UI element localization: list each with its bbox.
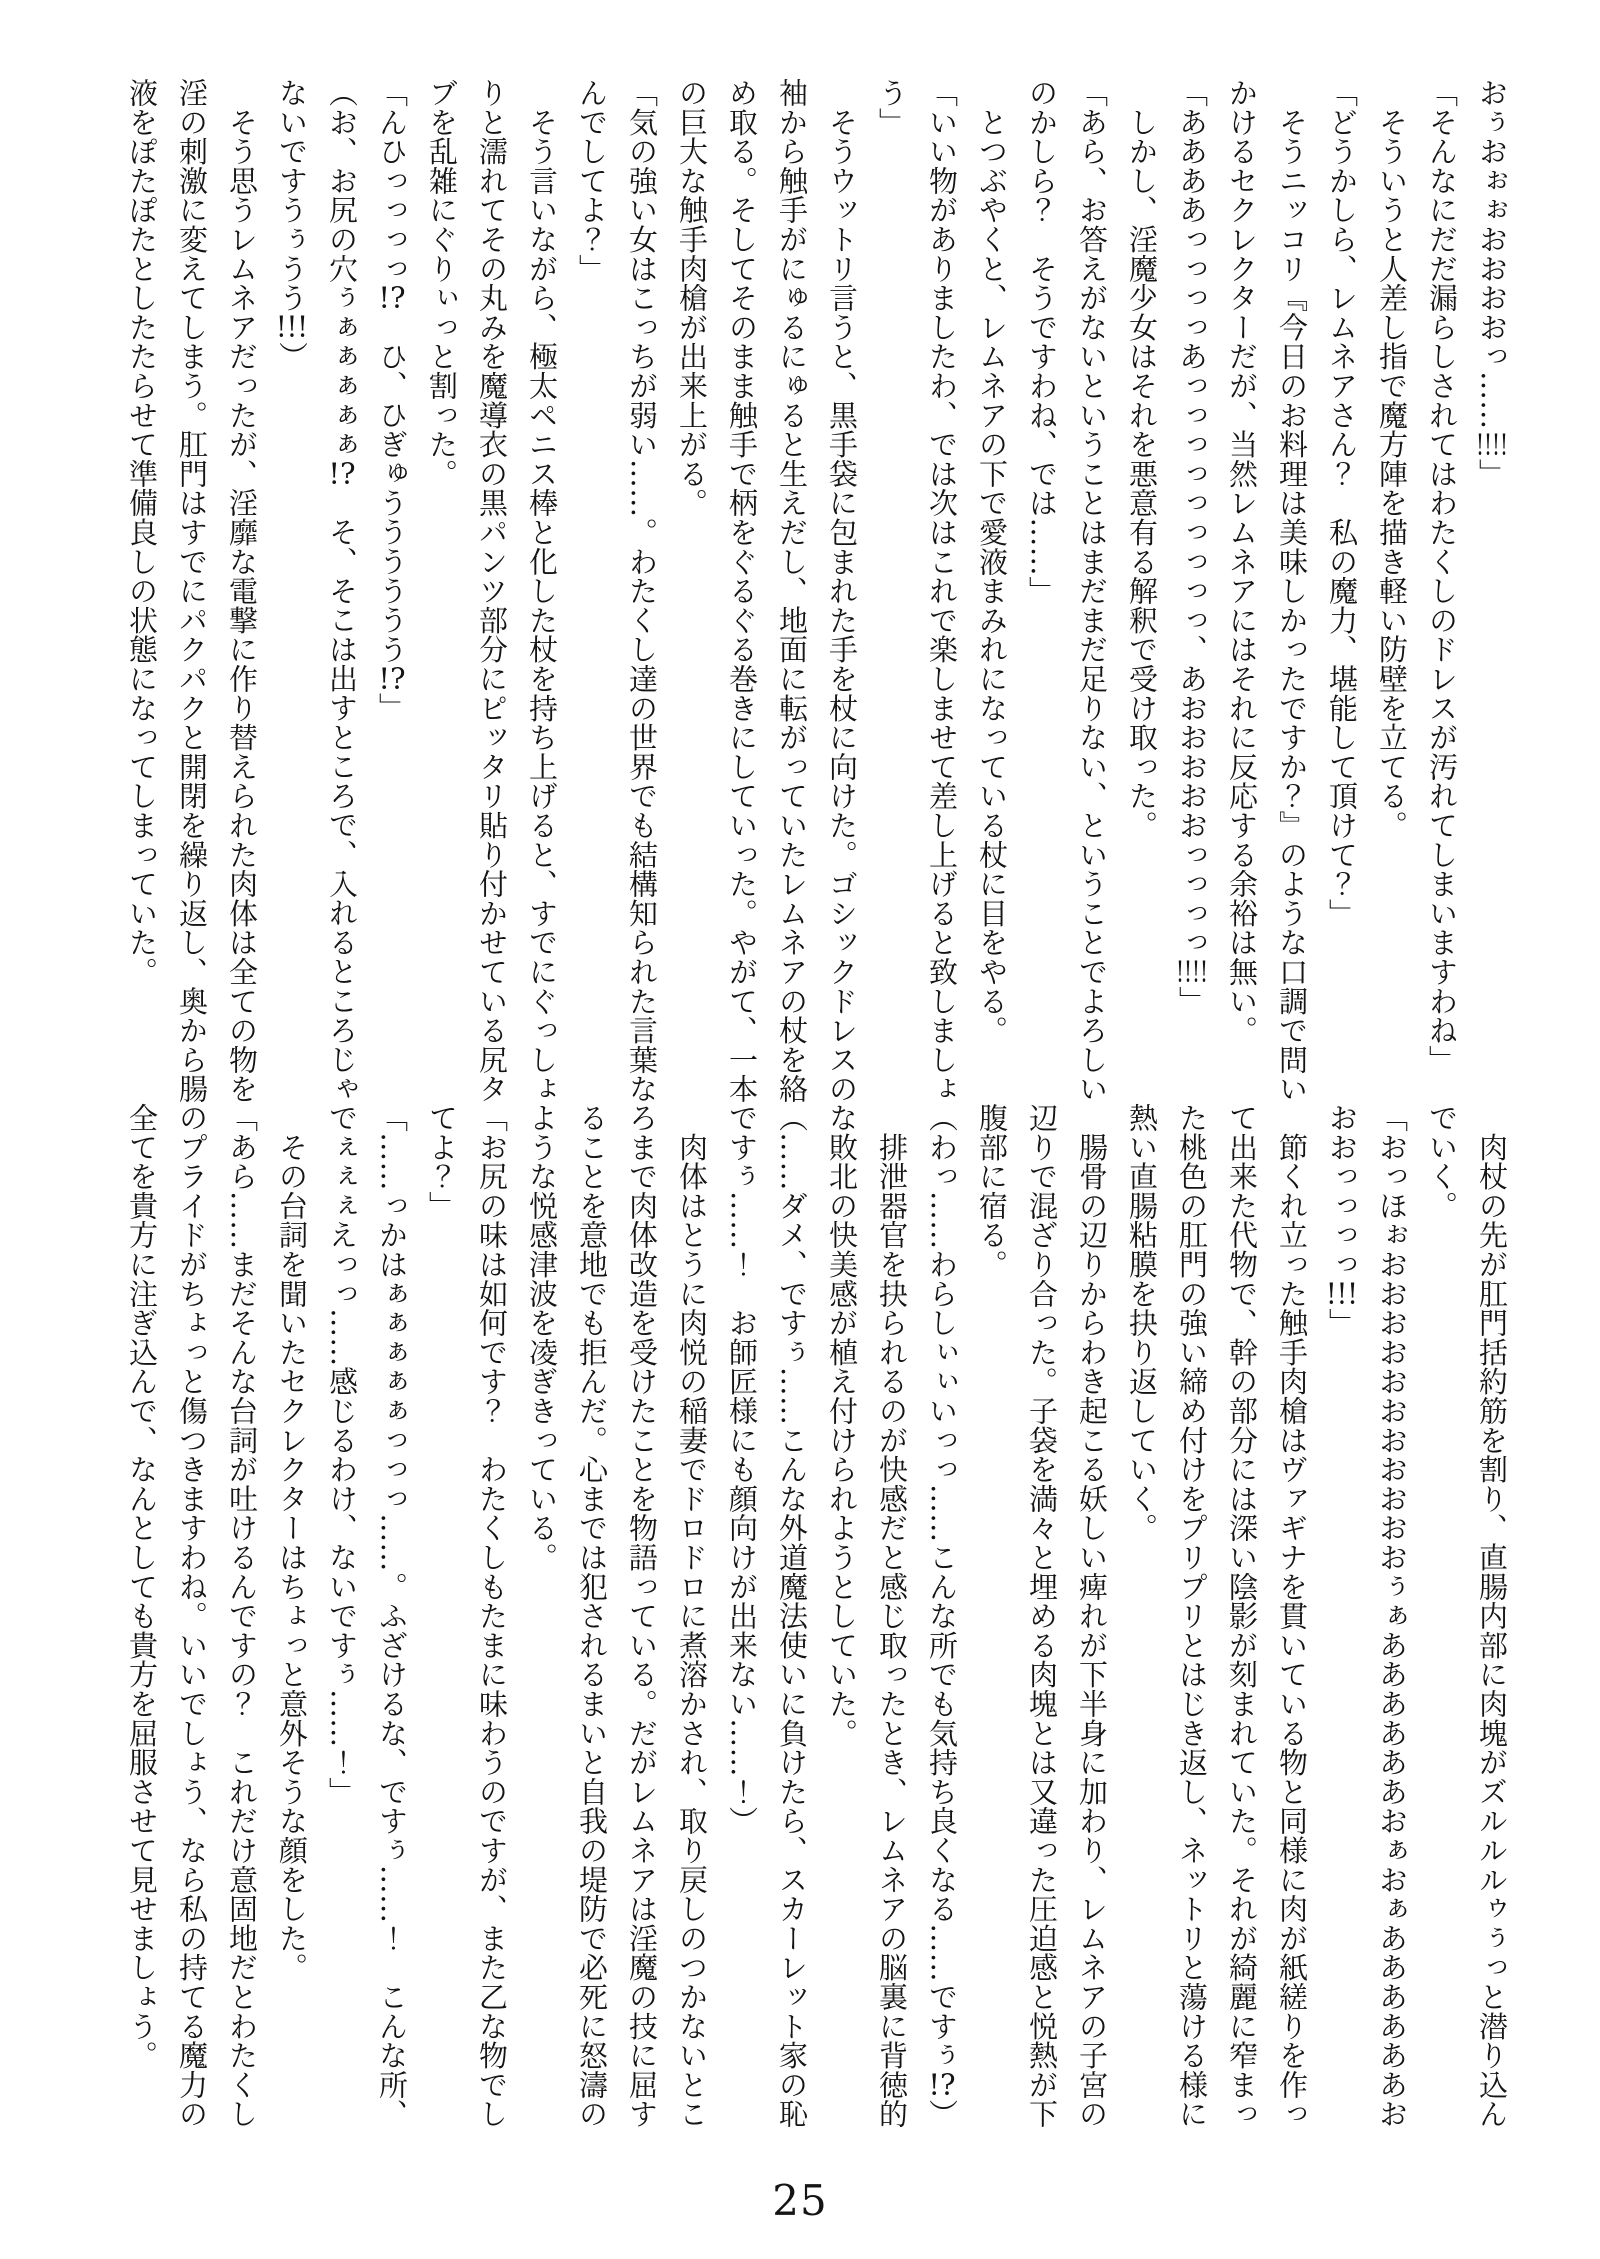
paragraph: とつぶやくと、レムネアの下で愛液まみれになっている杖に目をやる。 xyxy=(975,78,1009,1045)
paragraph: しかし、淫魔少女はそれを悪意有る解釈で受け取った。 xyxy=(1125,78,1159,840)
paragraph: 「あら……まだそんな台詞が吐けるんですの？ これだけ意固地だとわたくしのプライドがちょっと傷つきますわね。いいでしょう、なら私の持てる魔力の全てを貴方に注ぎ込んで、なんとしても貴方を屈服させて見せましょう。 xyxy=(125,1103,259,2129)
paragraph: そういうと人差し指で魔方陣を描き軽い防壁を立てる。 xyxy=(1375,78,1409,840)
paragraph: 「……っかはぁぁぁぁぁっっっ……。ふざけるな、ですぅ……！ こんな所、でぇぇぇえっっ……感じるわけ、ないですぅ……！」 xyxy=(325,1103,409,2129)
paragraph: そうウットリ言うと、黒手袋に包まれた手を杖に向けた。ゴシックドレスの袖から触手がにゅるにゅると生えだし、地面に転がっていたレムネアの杖を絡め取る。そしてそのまま触手で柄をぐるぐる巻きにしていった。やがて、一本の巨大な触手肉槍が出来上がる。 xyxy=(675,78,859,1104)
text-block-bottom xyxy=(117,1103,1517,2133)
paragraph: 「あら、お答えがないということはまだまだ足りない、ということでよろしいのかしら？ そうですわね、では……」 xyxy=(1025,78,1109,1104)
paragraph: 「いい物がありましたわ、では次はこれで楽しませて差し上げると致しましょう」 xyxy=(875,78,959,1104)
paragraph: 「おっほぉおおおおおおおおおおおぅぁああああああおぁおぁああああああおおおっっっっ!!!」 xyxy=(1325,1103,1409,2129)
paragraph: そう言いながら、極太ペニス棒と化した杖を持ち上げると、すでにぐっしょりと濡れてその丸みを魔導衣の黒パンツ部分にピッタリ貼り付かせている尻タブを乱雑にぐりぃっと割った。 xyxy=(425,78,559,1104)
paragraph: そう思うレムネアだったが、淫靡な電撃に作り替えられた肉体は全ての物を淫の刺激に変えてしまう。肛門はすでにパクパクと開閉を繰り返し、奥から腸液をぽたぽたとしたたらせて準備良しの状態になってしまっていた。 xyxy=(125,78,259,1104)
paragraph: そうニッコリ『今日のお料理は美味しかったですか？』のような口調で問いかけるセクレクターだが、当然レムネアにはそれに反応する余裕は無い。 xyxy=(1225,78,1309,1104)
paragraph: 「気の強い女はこっちが弱い……。わたくし達の世界でも結構知られた言葉なんでしてよ？」 xyxy=(575,78,659,1104)
paragraph: 排泄器官を抉られるのが快感だと感じ取ったとき、レムネアの脳裏に背徳的な敗北の快美感が植え付けられようとしていた。 xyxy=(825,1103,909,2129)
page-number: 25 xyxy=(772,2176,828,2225)
paragraph: その台詞を聞いたセクレクターはちょっと意外そうな顔をした。 xyxy=(275,1103,309,1982)
paragraph: 肉体はとうに肉悦の稲妻でドロドロに煮溶かされ、取り戻しのつかないところまで肉体改造を受けたことを物語っている。だがレムネアは淫魔の技に屈することを意地でも拒んだ。心までは犯されるまいと自我の堤防で必死に怒濤のような悦感津波を凌ぎきっている。 xyxy=(525,1103,709,2129)
paragraph: （……ダメ、ですぅ……こんな外道魔法使いに負けたら、スカーレット家の恥ですぅ……！ お師匠様にも顔向けが出来ない……！） xyxy=(725,1103,809,2129)
paragraph: （わっ……わらしぃぃいっっ……こんな所でも気持ち良くなる……ですぅ!?） xyxy=(925,1103,959,2129)
paragraph: 「そんなにだだ漏らしされてはわたくしのドレスが汚れてしまいますわね」 xyxy=(1425,78,1459,1075)
paragraph: おぅおぉぉおおおおっ……!!!!」 xyxy=(1475,78,1509,488)
text-block-top xyxy=(117,78,1517,1108)
paragraph: 節くれ立った触手肉槍はヴァギナを貫いている物と同様に肉が紙縒りを作って出来た代物で、幹の部分には深い陰影が刻まれていた。それが綺麗に窄まった桃色の肛門の強い締め付けをプリプリとはじき返し、ネットリと蕩ける様に熱い直腸粘膜を抉り返していく。 xyxy=(1125,1103,1309,2129)
paragraph: 腸骨の辺りからわき起こる妖しい痺れが下半身に加わり、レムネアの子宮の辺りで混ざり合った。子袋を満々と埋める肉塊とは又違った圧迫感と悦熱が下腹部に宿る。 xyxy=(975,1103,1109,2129)
paragraph: 「んひっっっっ!? ひ、ひぎゅうううううう!?」 xyxy=(375,78,409,723)
paragraph: 肉杖の先が肛門括約筋を割り、直腸内部に肉塊がズルルルゥぅっと潜り込んでいく。 xyxy=(1425,1103,1509,2129)
paragraph: 「どうかしら、レムネアさん？ 私の魔力、堪能して頂けて？」 xyxy=(1325,78,1359,928)
paragraph: 「ああああっっっっあっっっっっっっっっ、あおおおおおっっっっ!!!!」 xyxy=(1175,78,1209,1016)
paragraph: 「お尻の味は如何です？ わたくしもたまに味わうのですが、また乙な物でしてよ？」 xyxy=(425,1103,509,2129)
paragraph: （お、お尻の穴ぅぁぁぁぁぁ!? そ、そこは出すところで、入れるところじゃないですうぅうう!!!） xyxy=(275,78,359,1104)
